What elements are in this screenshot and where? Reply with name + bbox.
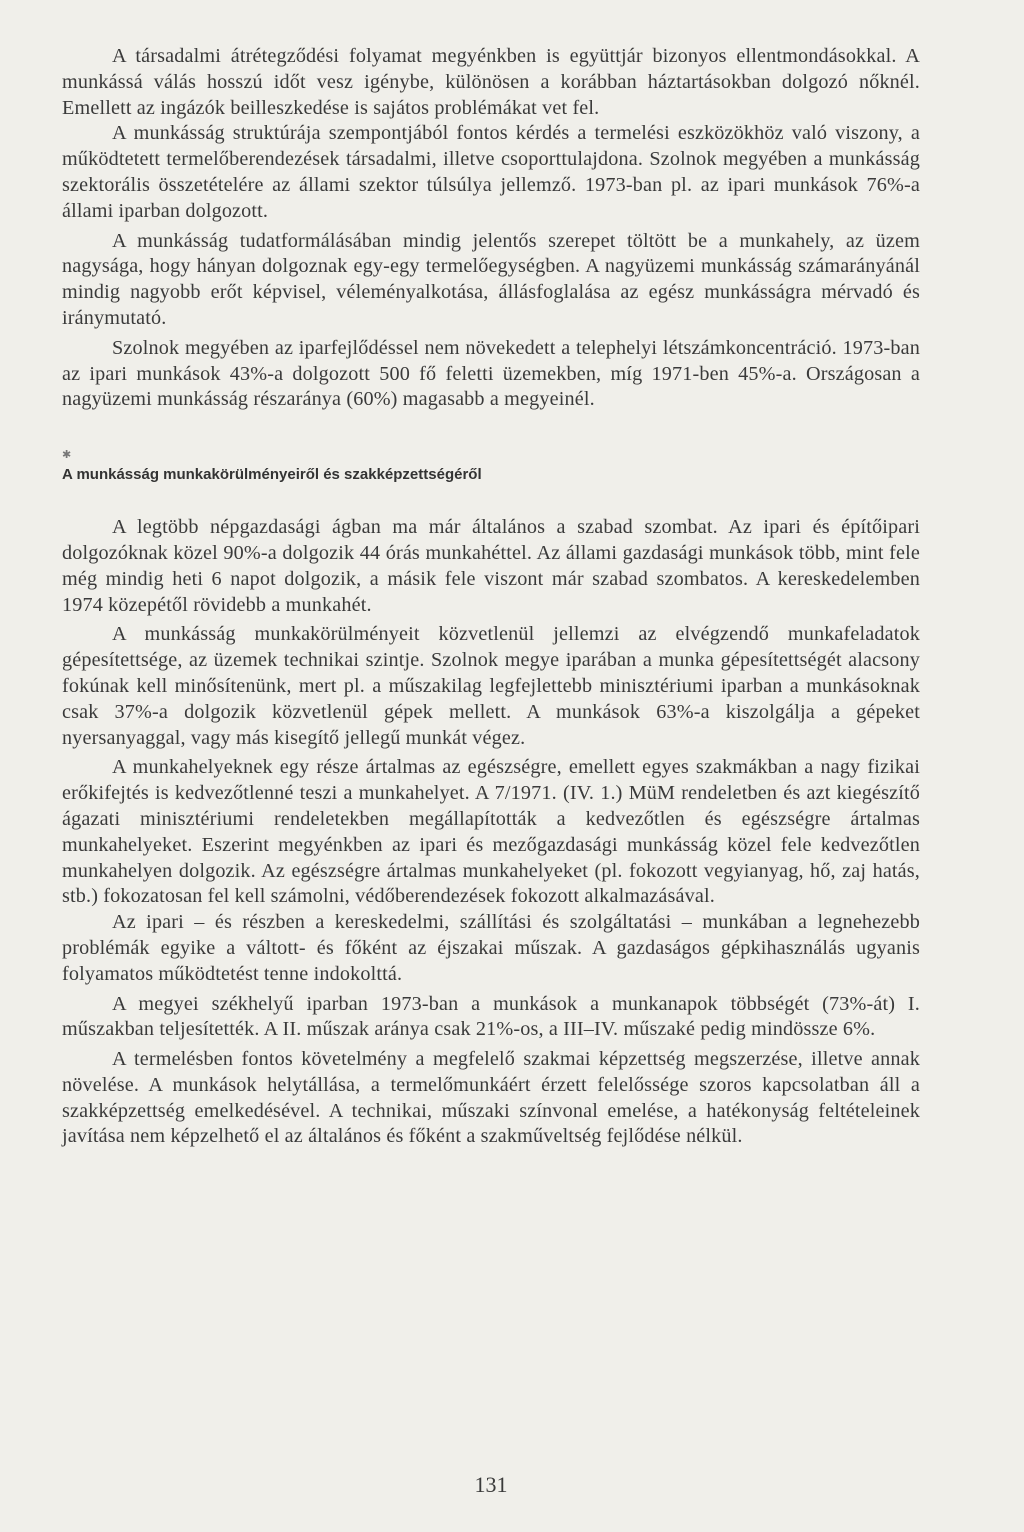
paragraph-site-concentration: Szolnok megyében az iparfejlődéssel nem növekedett a telephelyi létszámkoncentráció. 1973-ban az ipari munkások 43%-a dolgozott 500 fő feletti üzemekben, míg 1971-ben 45%-a. Országosan a nagyüzemi munkásság részaránya (60%) magasabb a megyeinél. bbox=[62, 336, 920, 411]
paragraph-workplace-consciousness: A munkásság tudatformálásában mindig jelentős szerepet töltött be a munkahely, az üzem nagysága, hogy hányan dolgoznak egy-egy termelőegységben. A nagyüzemi munkásság számarányánál mindig nagyobb erőt képvisel, véleményalkotása, állásfoglalása az egész munkásságra mérvadó és iránymutató. bbox=[62, 229, 920, 329]
section-heading-text: A munkásság munkakörülményeiről és szakképzettségéről bbox=[62, 466, 482, 484]
scan-mark-icon: ✱ bbox=[62, 448, 72, 462]
paragraph-free-saturday: A legtöbb népgazdasági ágban ma már általános a szabad szombat. Az ipari és építőipari dolgozóknak közel 90%-a dolgozik 44 órás munkahéttel. Az állami gazdasági munkások több, mint fele még mindig heti 6 napot dolgozik, a másik fele viszont már szabad szombatos. A kereskedelemben 1974 közepétől rövidebb a munkahét. bbox=[62, 516, 920, 616]
paragraph-qualification: A termelésben fontos követelmény a megfelelő szakmai képzettség megszerzése, illetve annak növelése. A munkások helytállása, a termelőmunkáért érzett felelőssége szoros kapcsolatban áll a szakképzettség emelkedésével. A technikai, műszaki színvonal emelése, a hatékonyság feltételeinek javítása nem képzelhető el az általános és főként a szakműveltség fejlődése nélkül. bbox=[62, 1048, 920, 1148]
section-heading bbox=[62, 448, 920, 485]
paragraph-mechanization: A munkásság munkakörülményeit közvetlenül jellemzi az elvégzendő munkafeladatok gépesítettsége, az üzemek technikai szintje. Szolnok megye iparában a munka gépesítettségét alacsony fokúnak kell minősítenünk, mert pl. a műszakilag legfejlettebb minisztériumi iparban a munkásoknak csak 37%-a dolgozik közvetlenül gépek mellett. A munkások 63%-a kiszolgálja a gépeket nyersanyaggal, vagy más kisegítő jellegű munkát végez. bbox=[62, 623, 920, 749]
paragraph-shift-ratios: A megyei székhelyű iparban 1973-ban a munkások a munkanapok többségét (73%-át) I. műszakban teljesítették. A II. műszak aránya csak 21%-os, a III–IV. műszaké pedig mindössze 6%. bbox=[62, 992, 920, 1041]
paragraph-workforce-structure: A munkásság struktúrája szempontjából fontos kérdés a termelési eszközökhöz való viszony, a működtetett termelőberendezések társadalmi, illetve csoporttulajdona. Szolnok megyében a munkásság szektorális összetételére az állami szektor túlsúlya jellemző. 1973-ban pl. az ipari munkások 76%-a állami iparban dolgozott. bbox=[62, 122, 920, 222]
paragraph-harmful-workplaces: A munkahelyeknek egy része ártalmas az egészségre, emellett egyes szakmákban a nagy fizikai erőkifejtés is kedvezőtlenné teszi a munkahelyet. A 7/1971. (IV. 1.) MüM rendeletben és azt kiegészítő ágazati minisztériumi rendeletekben megállapították a kedvezőtlen és egészségre ártalmas munkahelyeket. Eszerint megyénkben az ipari és mezőgazdasági munkásság közel fele kedvezőtlen munkahelyen dolgozik. Az egészségre ártalmas munkahelyeket (pl. fokozott vegyianyag, hő, zaj hatás, stb.) fokozatosan fel kell számolni, védőberendezések fokozott alkalmazásával. bbox=[62, 756, 920, 908]
paragraph-social-restratification: A társadalmi átrétegződési folyamat megyénkben is együttjár bizonyos ellentmondásokkal. A munkássá válás hosszú időt vesz igénybe, különösen a korábban háztartásokban dolgozó nőknél. Emellett az ingázók beilleszkedése is sajátos problémákat vet fel. bbox=[62, 45, 920, 119]
document-page bbox=[62, 44, 920, 1497]
page-number: 131 bbox=[474, 1472, 508, 1497]
paragraph-shift-work: Az ipari – és részben a kereskedelmi, szállítási és szolgáltatási – munkában a legnehezebb problémák egyike a váltott- és főként az éjszakai műszak. A gazdaságos gépkihasználás ugyanis folyamatos működtetést tenne indokolttá. bbox=[62, 911, 920, 985]
